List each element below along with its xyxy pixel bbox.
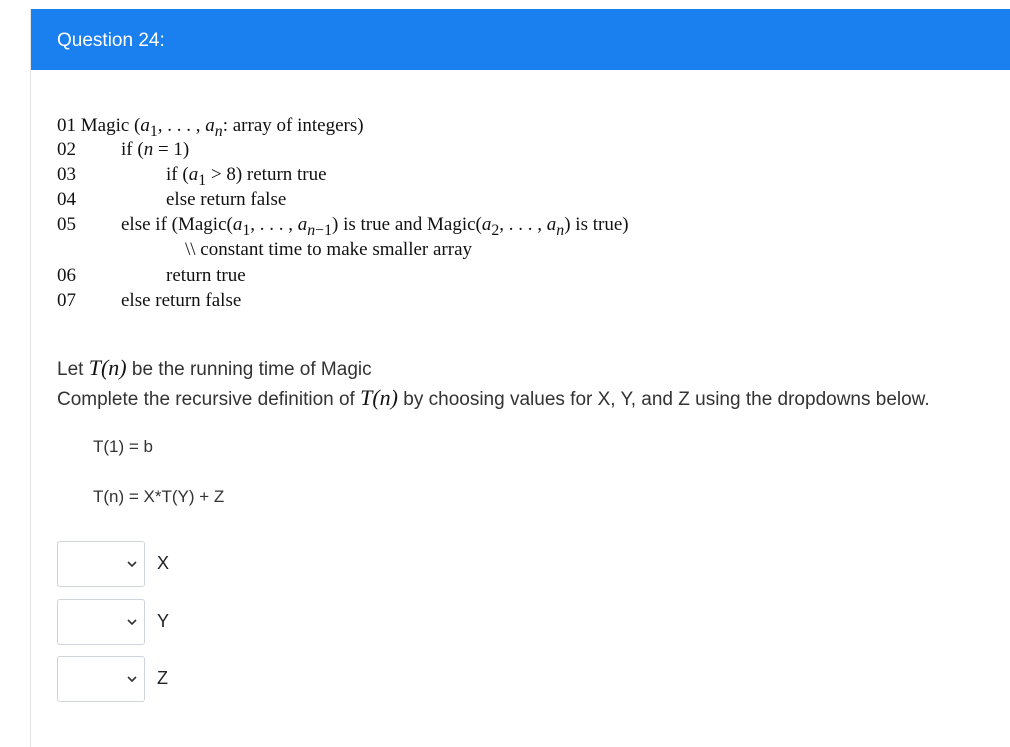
line-number: 05: [57, 214, 76, 235]
line-number: 07: [57, 290, 76, 311]
prose-line-2: [57, 385, 930, 411]
math-T-of-n: T(n): [360, 385, 398, 410]
question-header: [31, 9, 1010, 70]
line-number: 02: [57, 139, 76, 160]
line-number: 04: [57, 189, 76, 210]
line-number: 03: [57, 164, 76, 185]
z-label: Z: [157, 668, 168, 688]
code-text: return true: [166, 265, 246, 286]
z-dropdown[interactable]: [57, 656, 145, 702]
code-text: \\ constant time to make smaller array: [185, 239, 473, 260]
math-T-of-n: T(n): [88, 355, 127, 380]
line-number: 06: [57, 265, 76, 286]
prose-line-1: [57, 355, 372, 381]
x-label: X: [157, 553, 170, 573]
code-text: else if ($Magic(a_1$, . . . , $a_{n-1}$) is true and $Magic(a_2$, . . . , $a_n$) is true): [121, 214, 629, 239]
y-dropdown[interactable]: [57, 599, 145, 645]
chevron-down-icon: [126, 559, 138, 569]
question-title: Question 24:: [57, 30, 165, 51]
y-label: Y: [157, 611, 170, 631]
chevron-down-icon: [126, 617, 138, 627]
code-text: if (n = 1): [121, 139, 190, 160]
prose-line-2-text-a: Complete the recursive definition of: [57, 389, 361, 410]
prose-line-1-text-a: Let: [57, 359, 89, 380]
chevron-down-icon: [126, 674, 138, 684]
code-text: else return false: [121, 290, 242, 311]
code-text: if $(a_1 > 8)$ return true: [166, 164, 327, 189]
x-dropdown[interactable]: [57, 541, 145, 587]
base-case-equation: T(1) = b: [93, 437, 153, 456]
recursive-equation: T(n) = X*T(Y) + Z: [93, 487, 225, 506]
prose-line-1-text-b: be the running time of Magic: [126, 359, 372, 380]
question-card: [30, 9, 1010, 747]
code-text: 01 Magic ($a_1$, . . . , $a_n$: array of integers): [57, 115, 364, 140]
code-text: else return false: [166, 189, 287, 210]
prose-line-2-text-b: by choosing values for X, Y, and Z using the dropdowns below.: [398, 389, 930, 410]
